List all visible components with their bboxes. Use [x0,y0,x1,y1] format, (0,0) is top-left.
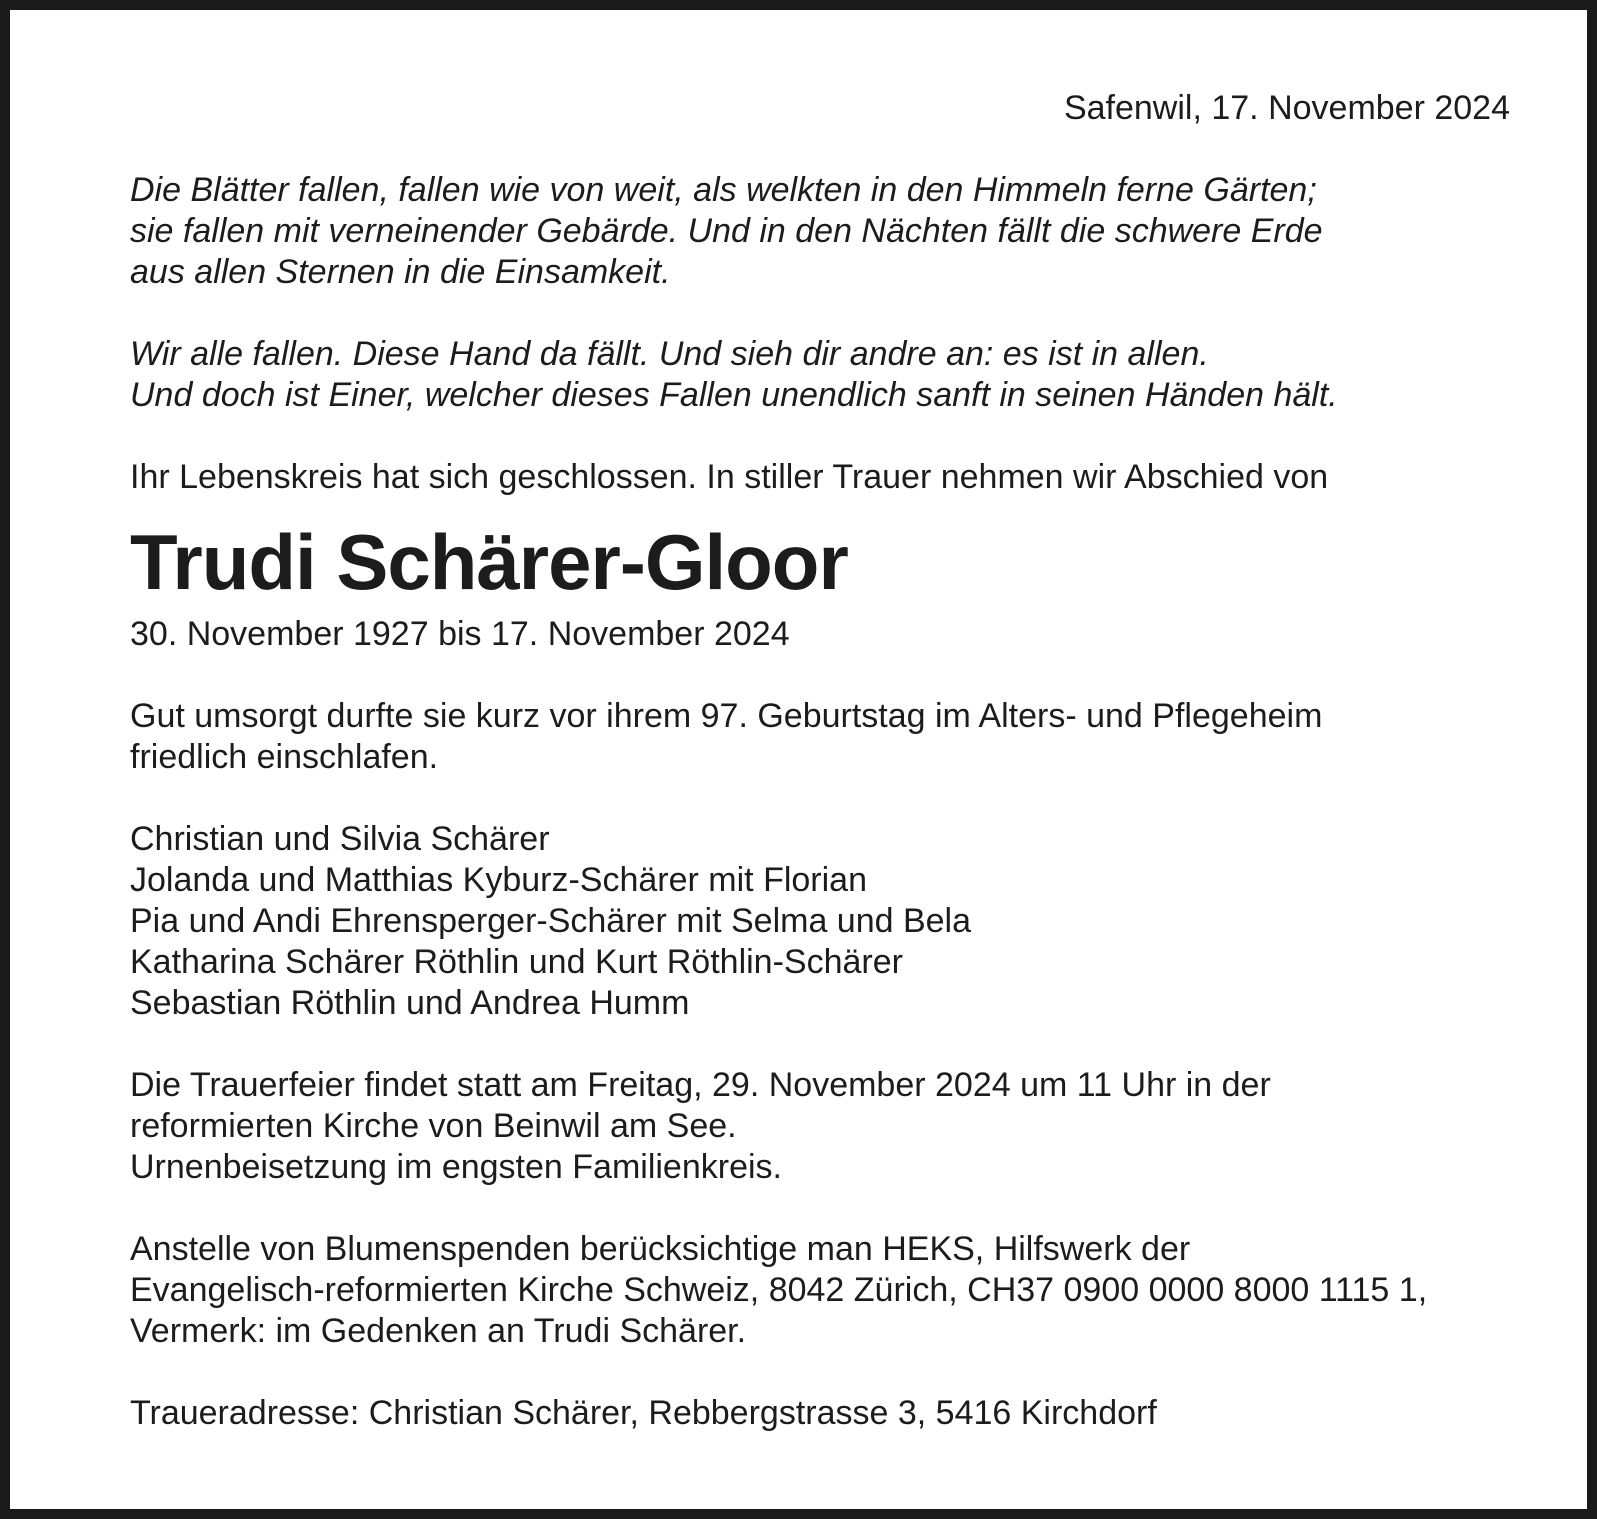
poem-line: Und doch ist Einer, welcher dieses Fallen unendlich sanft in seinen Händen hält. [130,376,1338,414]
poem-stanza-2 [130,334,1510,416]
text-line: Anstelle von Blumenspenden berücksichtige man HEKS, Hilfswerk der [130,1230,1191,1268]
deceased-name: Trudi Schärer-Gloor [130,518,848,606]
text-line: Die Trauerfeier findet statt am Freitag, 29. November 2024 um 11 Uhr in der [130,1066,1271,1104]
text-line: Vermerk: im Gedenken an Trudi Schärer. [130,1312,747,1350]
mourners-list [130,819,1510,1024]
mourning-address: Traueradresse: Christian Schärer, Rebbergstrasse 3, 5416 Kirchdorf [130,1394,1157,1432]
text-line: Gut umsorgt durfte sie kurz vor ihrem 97. Geburtstag im Alters- und Pflegeheim [130,697,1323,735]
passing-text [130,696,1510,778]
text-line: Evangelisch-reformierten Kirche Schweiz, 8042 Zürich, CH37 0900 0000 8000 1115 1, [130,1271,1428,1309]
mourner-entry: Katharina Schärer Röthlin und Kurt Röthlin-Schärer [130,943,903,981]
text-line: Urnenbeisetzung im engsten Familienkreis. [130,1148,782,1186]
poem-line: Wir alle fallen. Diese Hand da fällt. Und sieh dir andre an: es ist in allen. [130,335,1209,373]
donation-info [130,1229,1510,1352]
text-line: friedlich einschlafen. [130,738,439,776]
farewell-intro: Ihr Lebenskreis hat sich geschlossen. In stiller Trauer nehmen wir Abschied von [130,458,1329,496]
poem-line: aus allen Sternen in die Einsamkeit. [130,253,671,291]
mourner-entry: Pia und Andi Ehrensperger-Schärer mit Selma und Bela [130,902,972,940]
funeral-service-info [130,1065,1510,1188]
mourner-entry: Sebastian Röthlin und Andrea Humm [130,984,690,1022]
obituary-content [130,88,1510,1434]
mourner-entry: Jolanda und Matthias Kyburz-Schärer mit Florian [130,861,867,899]
life-dates: 30. November 1927 bis 17. November 2024 [130,615,790,653]
place-date: Safenwil, 17. November 2024 [1063,89,1510,127]
mourner-entry: Christian und Silvia Schärer [130,820,550,858]
text-line: reformierten Kirche von Beinwil am See. [130,1107,737,1145]
poem-line: Die Blätter fallen, fallen wie von weit, als welkten in den Himmeln ferne Gärten; [130,171,1317,209]
poem-stanza-1 [130,170,1510,293]
poem-line: sie fallen mit verneinender Gebärde. Und in den Nächten fällt die schwere Erde [130,212,1323,250]
